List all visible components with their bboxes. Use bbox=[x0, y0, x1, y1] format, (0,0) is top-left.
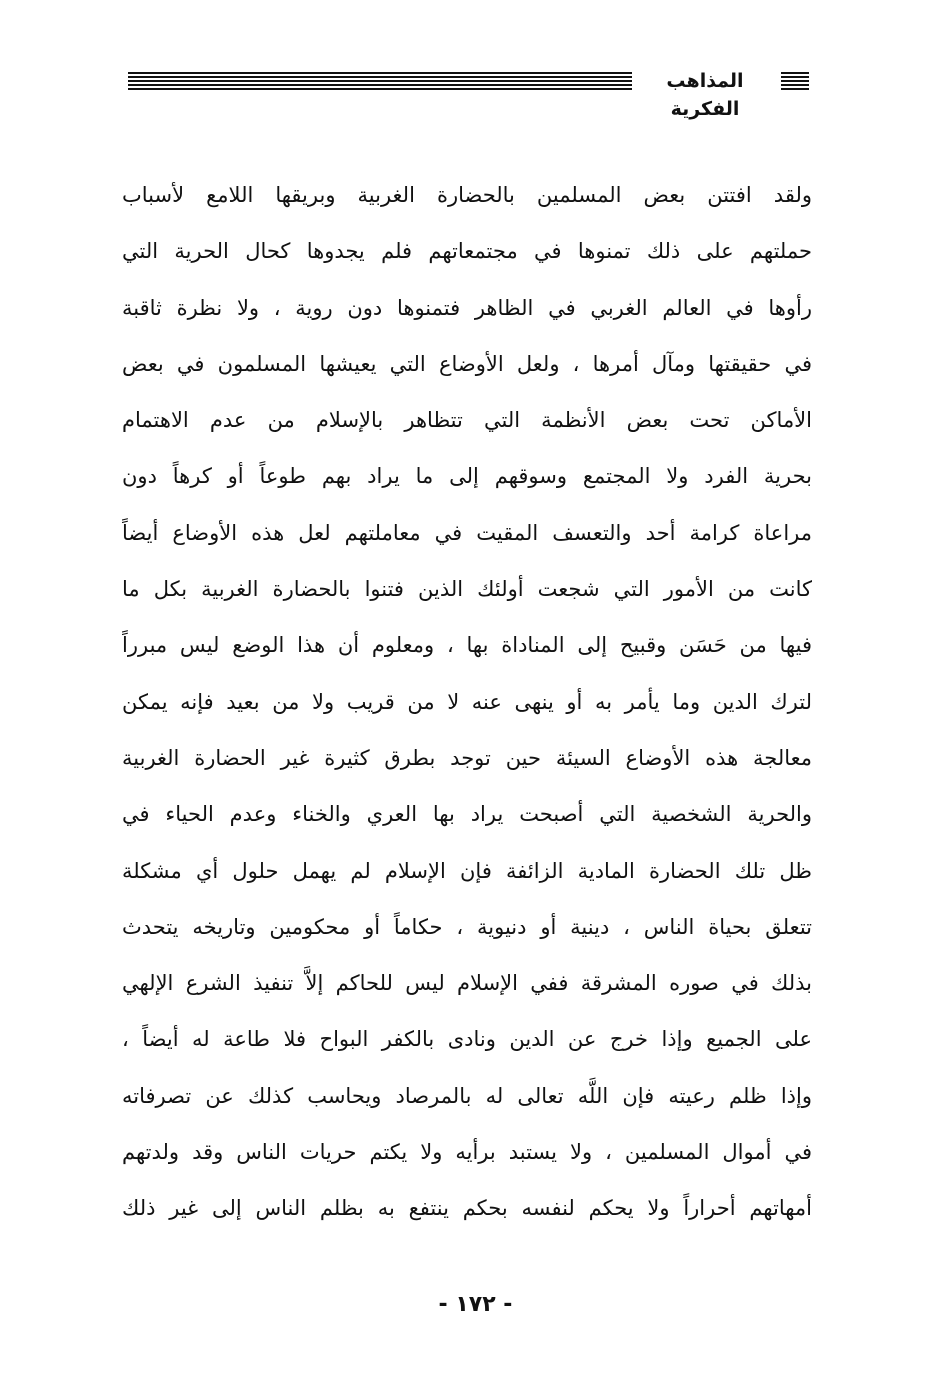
text-line: رأوها في العالم الغربي في الظاهر فتمنوها دون روية ، ولا نظرة ثاقبة bbox=[122, 295, 812, 320]
text-line: في أموال المسلمين ، ولا يستبد برأيه ولا يكتم حريات الناس وقد ولدتهم bbox=[122, 1140, 812, 1165]
text-line: مراعاة كرامة أحد والتعسف المقيت في معاملتهم لعل هذه الأوضاع أيضاً bbox=[122, 520, 812, 545]
header-rule-left bbox=[128, 72, 632, 90]
text-line: وإذا ظلم رعيته فإن اللَّه تعالى له بالمرصاد ويحاسب كذلك عن تصرفاته bbox=[122, 1083, 812, 1108]
text-line: الأماكن تحت بعض الأنظمة التي تتظاهر بالإسلام من عدم الاهتمام bbox=[122, 408, 812, 433]
text-line: بحرية الفرد ولا المجتمع وسوقهم إلى ما يراد بهم طوعاً أو كرهاً دون bbox=[122, 464, 812, 489]
text-line: ظل تلك الحضارة المادية الزائفة فإن الإسلام لم يهمل حلول أي مشكلة bbox=[122, 858, 812, 883]
text-line: أمهاتهم أحراراً ولا يحكم لنفسه بحكم ينتفع به بظلم الناس إلى غير ذلك bbox=[122, 1196, 812, 1221]
body-text bbox=[122, 167, 812, 1237]
text-line: والحرية الشخصية التي أصبحت يراد بها العري والخناء وعدم الحياء في bbox=[122, 802, 812, 827]
text-line: حملتهم على ذلك تمنوها في مجتمعاتهم فلم يجدوها كحال الحرية التي bbox=[122, 239, 812, 264]
page-number: - ١٧٢ - bbox=[438, 1292, 513, 1317]
text-line: على الجميع وإذا خرج عن الدين ونادى بالكفر البواح فلا طاعة له أيضاً ، bbox=[122, 1027, 812, 1052]
text-line: معالجة هذه الأوضاع السيئة حين توجد بطرق كثيرة غير الحضارة الغربية bbox=[122, 745, 812, 770]
header-rule-right bbox=[781, 72, 809, 90]
text-line: لترك الدين وما يأمر به أو ينهى عنه لا من قريب ولا من بعيد فإنه يمكن bbox=[122, 689, 812, 714]
text-line: ولقد افتتن بعض المسلمين بالحضارة الغربية وبريقها اللامع لأسباب bbox=[122, 183, 812, 207]
text-line: كانت من الأمور التي شجعت أولئك الذين فتنوا بالحضارة الغربية بكل ما bbox=[122, 577, 812, 602]
text-line: بذلك في صوره المشرقة ففي الإسلام ليس للحاكم إلاَّ تنفيذ الشرع الإلهي bbox=[122, 971, 812, 996]
text-line: في حقيقتها ومآل أمرها ، ولعل الأوضاع التي يعيشها المسلمون في بعض bbox=[122, 351, 812, 376]
text-line: تتعلق بحياة الناس ، دينية أو دنيوية ، حكاماً أو محكومين وتاريخه يتحدث bbox=[122, 914, 812, 939]
text-line: فيها من حَسَن وقبيح إلى المناداة بها ، ومعلوم أن هذا الوضع ليس مبرراً bbox=[122, 633, 812, 658]
running-header bbox=[128, 66, 809, 120]
header-title: المذاهب الفكرية bbox=[666, 70, 744, 120]
